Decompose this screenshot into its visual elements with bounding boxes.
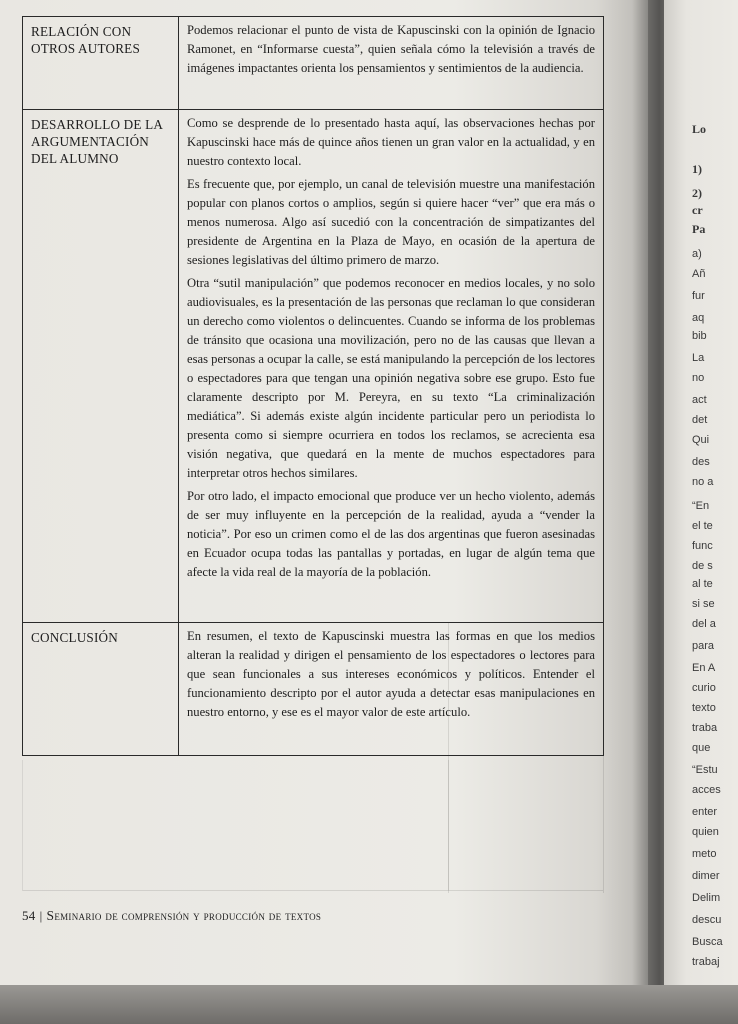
facing-page-fragment: si se bbox=[692, 598, 715, 610]
facing-page-fragment: “Estu bbox=[692, 764, 718, 776]
facing-page-fragment: descu bbox=[692, 914, 722, 926]
facing-page-fragment: La bbox=[692, 352, 705, 364]
bleed-through-lines-lower bbox=[22, 760, 603, 891]
facing-page-fragment: texto bbox=[692, 702, 716, 714]
facing-page-fragment: act bbox=[692, 394, 707, 406]
facing-page-fragment: Pa bbox=[692, 222, 706, 236]
facing-page-fragment: Qui bbox=[692, 434, 710, 446]
paragraph: Otra “sutil manipulación” que podemos reconocer en medios locales, y no solo audiovisuales, es la presentación de las personas que reclaman lo que consideran un derecho como violentos o delincuentes. Cuando se informa de los problemas de tránsito que ocasiona una movilización, pero no de las causas que llevan a esas personas a ocupar la calle, se está manipulando la percepción de los lectores o espectadores para que tengan una opinión negativa sobre ese grupo. Esto fue claramente descripto por M. Pereyra, en su texto “La criminalización mediática”. Si además existe algún incidente particular pero un periodista lo presenta como si siempre ocurriera en todos los reclamos, se acrecienta esa visión negativa, que quedará en la mente de muchos espectadores para interpretar otros hechos similares. bbox=[187, 276, 595, 480]
bleed-through-divider bbox=[448, 760, 449, 890]
row-content bbox=[179, 110, 603, 622]
facing-page-fragment: para bbox=[692, 640, 715, 652]
facing-page-fragment: quien bbox=[692, 826, 719, 838]
facing-page-fragment: enter bbox=[692, 806, 718, 818]
row-label: CONCLUSIÓN bbox=[23, 623, 179, 755]
facing-page-fragment: trabaj bbox=[692, 956, 720, 968]
table-row-relation bbox=[23, 17, 603, 110]
facing-page-fragment: func bbox=[692, 540, 713, 552]
paragraph: Como se desprende de lo presentado hasta aquí, las observaciones hechas por Kapuscinski hace más de quince años tienen un gran valor en la actualidad, y en nuestro contexto local. bbox=[187, 116, 595, 168]
facing-page-fragment: “En bbox=[692, 500, 710, 512]
facing-page-fragment: al te bbox=[692, 578, 713, 590]
facing-page-fragment: aq bbox=[692, 312, 705, 324]
paragraph: Por otro lado, el impacto emocional que produce ver un hecho violento, además de ser muy influyente en la percepción de la realidad, ayuda a “vender la noticia”. Por eso un crimen como el de las dos argentinas que fueron asesinadas en Ecuador ocupa todas las pantallas y portadas, en lugar de algún tema que afecte la vida real de la mayoría de la población. bbox=[187, 489, 595, 579]
facing-page-fragment: Lo bbox=[692, 122, 707, 136]
facing-page-fragment: En A bbox=[692, 662, 716, 674]
facing-page-fragment: del a bbox=[692, 618, 716, 630]
facing-page-fragment: el te bbox=[692, 520, 713, 532]
row-content bbox=[179, 623, 603, 755]
page-number: 54 bbox=[22, 908, 36, 923]
table-row-development bbox=[23, 110, 603, 623]
facing-page-fragment: det bbox=[692, 414, 708, 426]
facing-page-fragment: no bbox=[692, 372, 705, 384]
footer-separator: | bbox=[39, 908, 43, 923]
paragraph: Es frecuente que, por ejemplo, un canal de televisión muestre una manifestación popular con planos cortos o amplios, según si quiere hacer “ver” que era más o menos numerosa. Algo así sucedió con la concentración de simpatizantes del presidente de Argentina en la Plaza de Mayo, en ocasión de la apertura de sesiones legislativas del último primero de marzo. bbox=[187, 177, 595, 267]
facing-page-fragment: 1) bbox=[692, 162, 702, 176]
facing-page-fragment: fur bbox=[692, 290, 705, 302]
facing-page-fragment: de s bbox=[692, 560, 713, 572]
paragraph: En resumen, el texto de Kapuscinski muestra las formas en que los medios alteran la realidad y dirigen el pensamiento de los espectadores o lectores para que sean funcionales a sus intereses económicos y políticos. Entender el funcionamiento descripto por el autor ayuda a detectar esas manipulaciones en nuestro entorno, y ese es el mayor valor de este artículo. bbox=[187, 629, 595, 719]
facing-page-fragment: curio bbox=[692, 682, 716, 694]
table-row-conclusion bbox=[23, 623, 603, 755]
row-label: DESARROLLO DE LA ARGUMENTACIÓN DEL ALUMNO bbox=[23, 110, 179, 622]
facing-page-fragment: dimer bbox=[692, 870, 720, 882]
row-label: RELACIÓN CON OTROS AUTORES bbox=[23, 17, 179, 109]
facing-page-fragment: no a bbox=[692, 476, 714, 488]
facing-page-fragment: traba bbox=[692, 722, 718, 734]
facing-page-fragment: 2) bbox=[692, 186, 702, 200]
facing-page-fragment: Busca bbox=[692, 936, 723, 948]
facing-page-fragment: que bbox=[692, 742, 711, 754]
facing-page-fragment: meto bbox=[692, 848, 717, 860]
argument-table bbox=[22, 16, 604, 756]
page-footer bbox=[22, 908, 321, 924]
facing-page-fragment: Delim bbox=[692, 892, 721, 904]
facing-page-fragment: Añ bbox=[692, 268, 706, 280]
row-content bbox=[179, 17, 603, 109]
scan-edge bbox=[0, 985, 738, 1024]
paragraph: Podemos relacionar el punto de vista de Kapuscinski con la opinión de Ignacio Ramonet, en “Informarse cuesta”, quien señala cómo la televisión a través de imágenes impactantes orienta los pensamientos y sentimientos de la audiencia. bbox=[187, 23, 595, 75]
facing-page bbox=[664, 0, 738, 1024]
facing-page-fragment: acces bbox=[692, 784, 721, 796]
facing-page-fragment: cr bbox=[692, 203, 703, 217]
book-title: Seminario de comprensión y producción de textos bbox=[46, 908, 322, 923]
facing-page-fragment: bib bbox=[692, 330, 707, 342]
facing-page-fragment: a) bbox=[692, 248, 702, 260]
facing-page-fragment: des bbox=[692, 456, 710, 468]
